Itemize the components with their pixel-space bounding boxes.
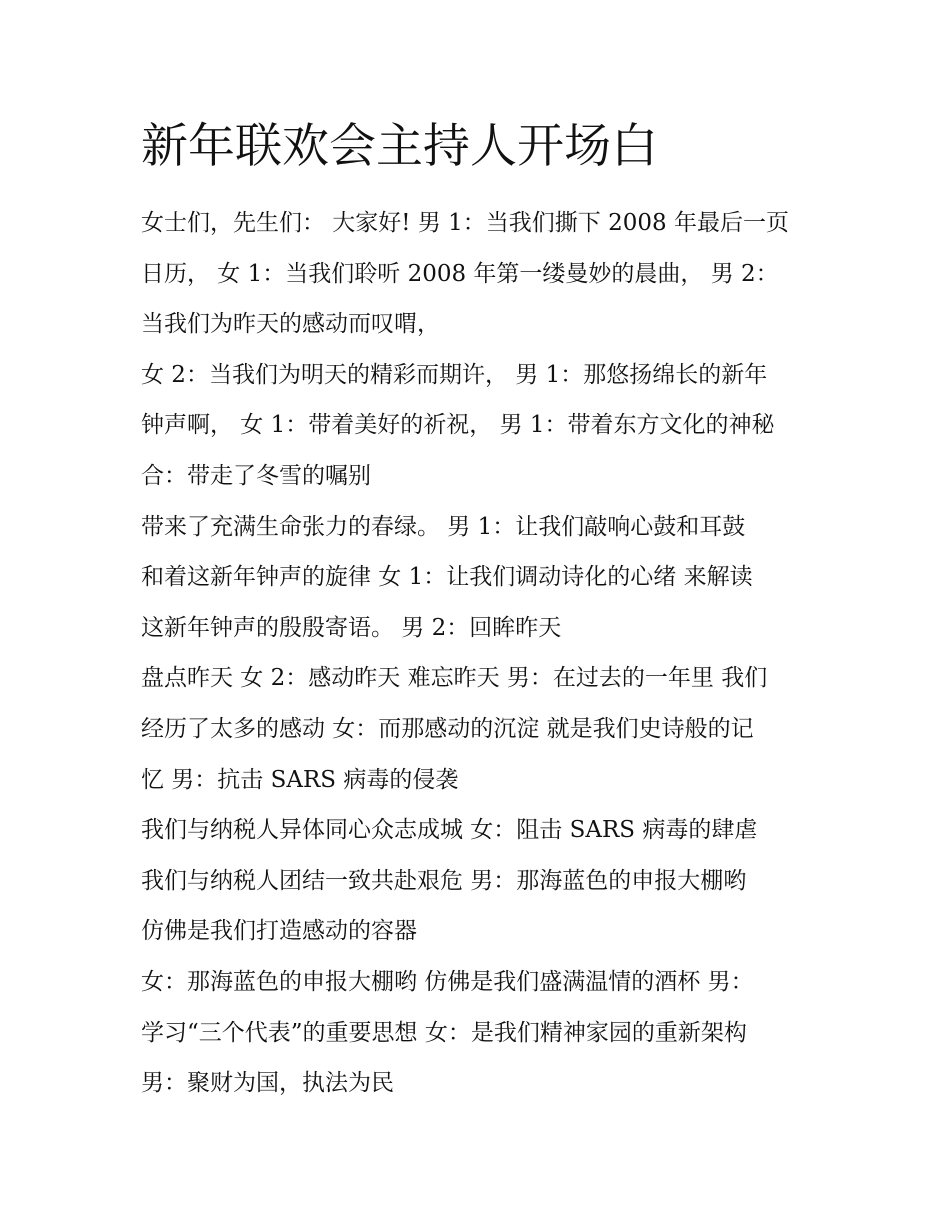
text-line: 女士们，先生们： 大家好! 男 1：当我们撕下 2008 年最后一页 xyxy=(141,210,789,236)
text-line: 经历了太多的感动 女：而那感动的沉淀 就是我们史诗般的记 xyxy=(141,715,754,742)
text-line: 日历， 女 1：当我们聆听 2008 年第一缕曼妙的晨曲， 男 2： xyxy=(141,260,779,287)
text-line: 忆 男：抗击 SARS 病毒的侵袭 xyxy=(141,766,459,793)
text-line: 我们与纳税人团结一致共赴艰危 男：那海蓝色的申报大棚哟 xyxy=(141,867,747,894)
text-line: 仿佛是我们打造感动的容器 xyxy=(141,918,417,945)
document-body xyxy=(141,198,821,1109)
text-line: 带来了充满生命张力的春绿。 男 1：让我们敲响心鼓和耳鼓 xyxy=(141,513,746,540)
text-line: 和着这新年钟声的旋律 女 1：让我们调动诗化的心绪 来解读 xyxy=(141,564,753,591)
page-title: 新年联欢会主持人开场白 xyxy=(141,119,658,174)
text-line: 钟声啊， 女 1：带着美好的祈祝， 男 1：带着东方文化的神秘 xyxy=(141,412,775,439)
text-line: 女：那海蓝色的申报大棚哟 仿佛是我们盛满温情的酒杯 男： xyxy=(141,968,754,995)
text-line: 这新年钟声的殷殷寄语。 男 2：回眸昨天 xyxy=(141,614,562,641)
text-line: 女 2：当我们为明天的精彩而期许， 男 1：那悠扬绵长的新年 xyxy=(141,361,768,388)
text-line: 盘点昨天 女 2：感动昨天 难忘昨天 男：在过去的一年里 我们 xyxy=(141,665,768,692)
text-line: 合：带走了冬雪的嘱别 xyxy=(141,462,371,489)
text-line: 当我们为昨天的感动而叹喟， xyxy=(141,311,440,338)
text-line: 学习“三个代表”的重要思想 女：是我们精神家园的重新架构 xyxy=(141,1019,747,1046)
text-line: 男：聚财为国，执法为民 xyxy=(141,1070,394,1097)
text-line: 我们与纳税人异体同心众志成城 女：阻击 SARS 病毒的肆虐 xyxy=(141,817,758,844)
